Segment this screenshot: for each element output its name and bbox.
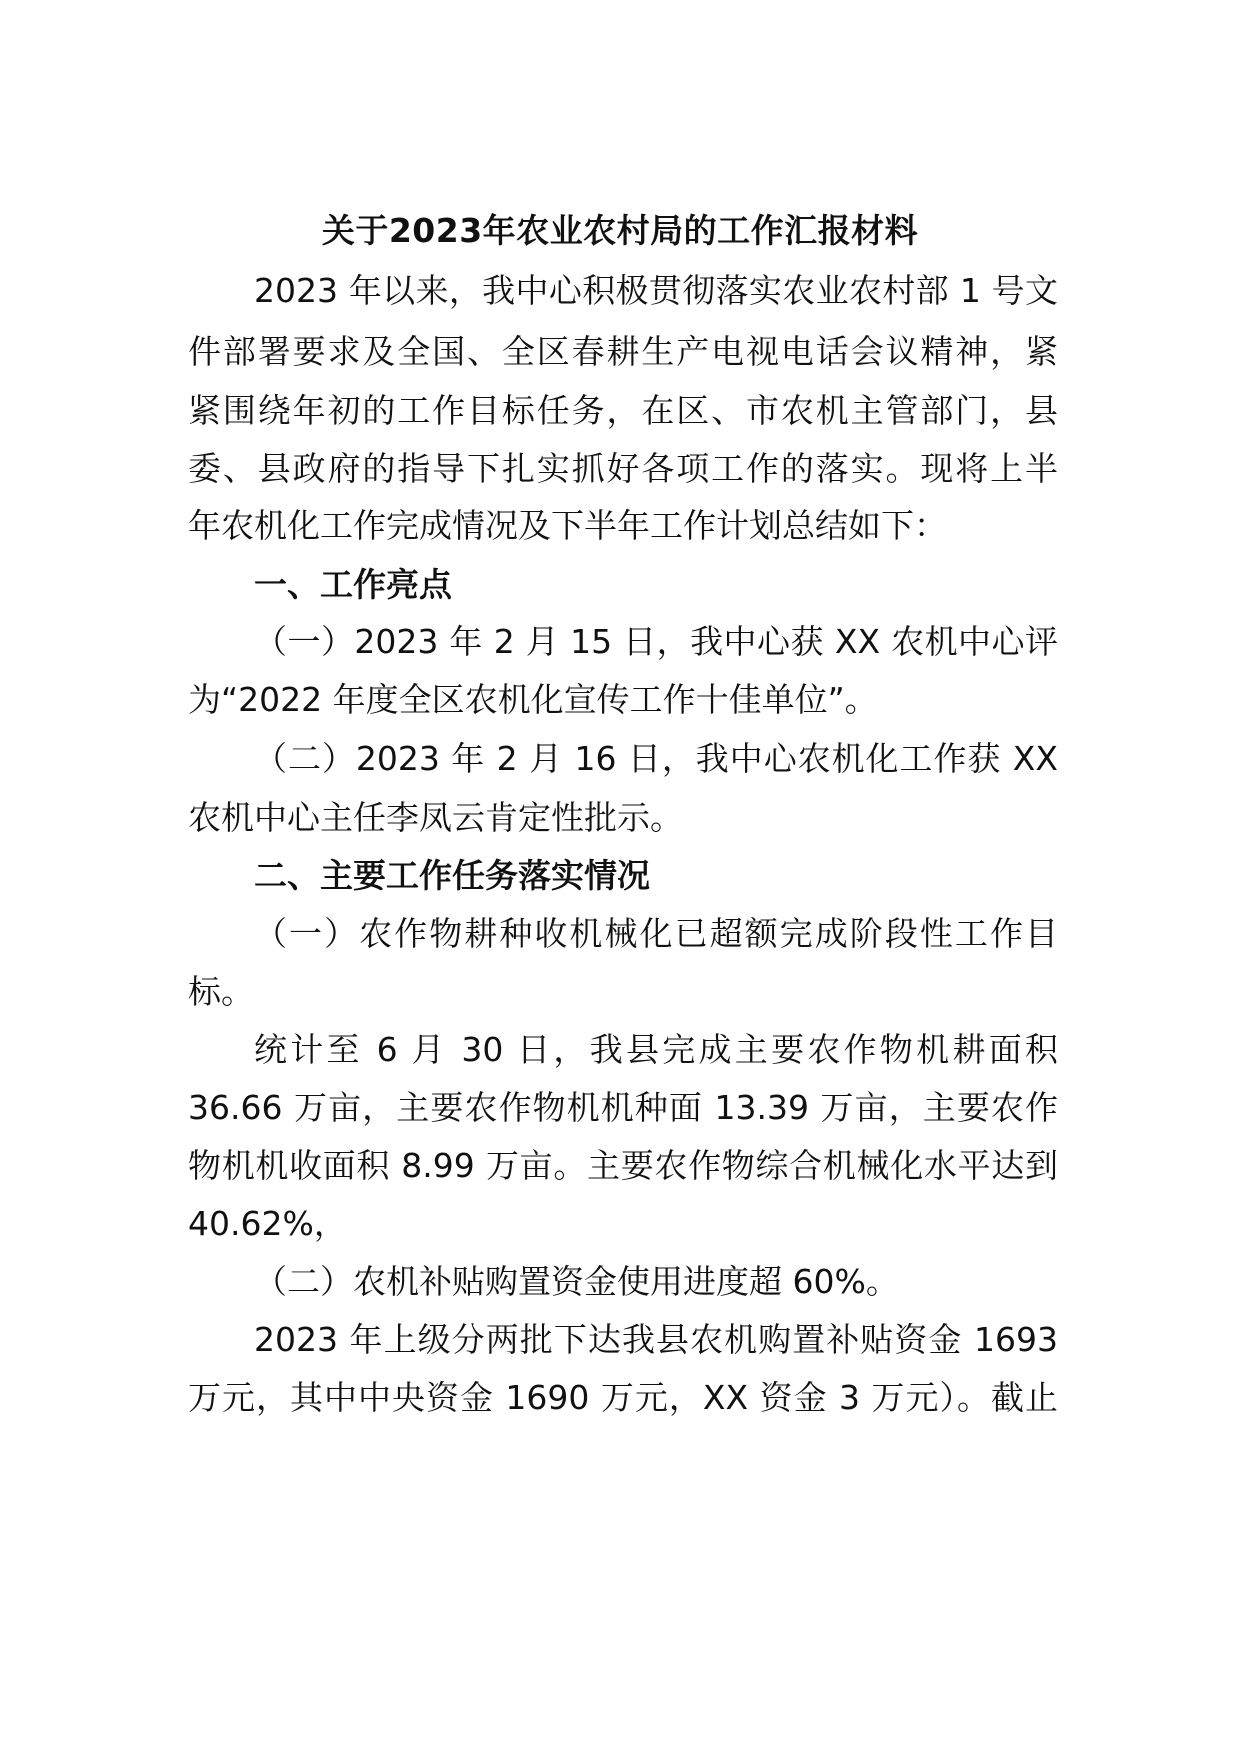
paragraph-line: 标。: [188, 972, 254, 1011]
paragraph-line: 年农机化工作完成情况及下半年工作计划总结如下：: [188, 506, 947, 545]
section-heading: 一、工作亮点: [254, 565, 452, 604]
paragraph-line: 农机中心主任李凤云肯定性批示。: [188, 798, 683, 837]
paragraph-line: 统计至 6 月 30 日，我县完成主要农作物机耕面积: [254, 1030, 1058, 1069]
paragraph-line: 2023 年以来，我中心积极贯彻落实农业农村部 1 号文: [254, 271, 1058, 310]
paragraph-line: （二）2023 年 2 月 16 日，我中心农机化工作获 XX: [254, 739, 1058, 778]
paragraph-line: 2023 年上级分两批下达我县农机购置补贴资金 1693: [254, 1320, 1058, 1359]
paragraph-line: （一）2023 年 2 月 15 日，我中心获 XX 农机中心评: [254, 622, 1058, 661]
paragraph-line: 件部署要求及全国、全区春耕生产电视电话会议精神，紧: [188, 332, 1058, 371]
paragraph-line: 紧围绕年初的工作目标任务，在区、市农机主管部门，县: [188, 391, 1058, 430]
paragraph-line: （二）农机补贴购置资金使用进度超 60%。: [254, 1262, 899, 1301]
section-heading: 二、主要工作任务落实情况: [254, 856, 650, 895]
paragraph-line: 为“2022 年度全区农机化宣传工作十佳单位”。: [188, 680, 878, 719]
paragraph-line: （一）农作物耕种收机械化已超额完成阶段性工作目: [254, 914, 1058, 953]
paragraph-line: 40.62%，: [188, 1204, 347, 1243]
paragraph-line: 36.66 万亩，主要农作物机机种面 13.39 万亩，主要农作: [188, 1088, 1058, 1127]
paragraph-line: 委、县政府的指导下扎实抓好各项工作的落实。现将上半: [188, 449, 1058, 488]
paragraph-line: 万元，其中中央资金 1690 万元，XX 资金 3 万元）。截止: [188, 1378, 1058, 1417]
paragraph-line: 物机机收面积 8.99 万亩。主要农作物综合机械化水平达到: [188, 1146, 1058, 1185]
document-title: 关于2023年农业农村局的工作汇报材料: [321, 211, 919, 250]
